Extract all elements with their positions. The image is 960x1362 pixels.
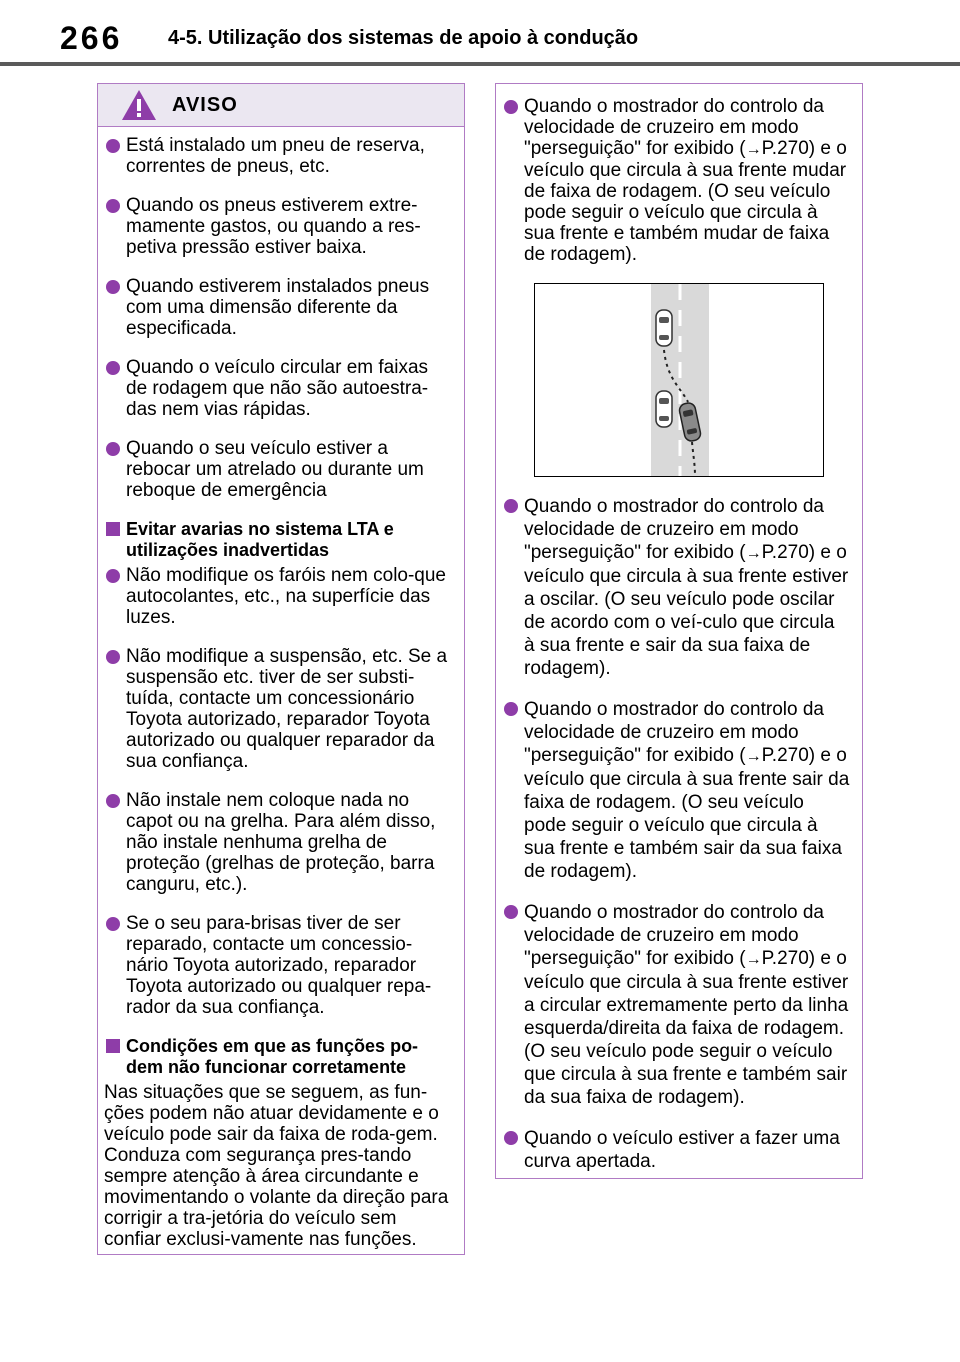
condition-bullet-leave-lane: [502, 698, 850, 883]
arrow-icon: →: [745, 748, 762, 765]
header-rule: [0, 62, 960, 66]
warning-bullet: Quando o seu veículo estiver a rebocar um atrelado ou durante um reboque de emergência: [104, 438, 452, 501]
subheading-conditions: Condições em que as funções po-dem não funcionar corretamente: [104, 1036, 452, 1078]
lead-vehicle-icon: [656, 310, 672, 346]
bullet-text: Quando o mostrador do controlo da velocidade de cruzeiro em modo "perseguição" for exibido (: [524, 496, 824, 563]
page-number: 266: [60, 20, 123, 56]
condition-bullet-oscillate: [502, 495, 850, 680]
road-diagram: [535, 284, 823, 476]
page-reference-link[interactable]: P.270: [761, 948, 809, 969]
section-title: 4-5. Utilização dos sistemas de apoio à condução: [168, 27, 639, 49]
bullet-text: ) e o veículo que circula à sua frente estiver a circular extremamente perto da linha esquerda/direita da faixa de rodagem. (O seu veículo pode seguir o veículo que circula à sua frente e também sair da sua faixa de rodagem).: [524, 948, 849, 1108]
continued-warning-box: [495, 83, 863, 1179]
bullet-text: ) e o veículo que circula à sua frente sair da faixa de rodagem. (O seu veículo pode seguir o veículo que circula à sua frente e também sair da sua faixa de rodagem).: [524, 745, 850, 882]
page-reference-link[interactable]: P.270: [761, 542, 809, 563]
warning-bullet: Se o seu para-brisas tiver de ser reparado, contacte um concessio-nário Toyota autorizado, reparador Toyota autorizado ou qualquer repa-rador da sua confiança.: [104, 913, 452, 1018]
warning-box: [97, 83, 465, 1255]
bullet-text: ) e o veículo que circula à sua frente estiver a oscilar. (O seu veículo pode oscilar de acordo com o veí-culo que circula à sua frente e sair da sua faixa de rodagem).: [524, 542, 849, 679]
warning-triangle-icon: [120, 88, 158, 122]
warning-bullet: Está instalado um pneu de reserva, correntes de pneus, etc.: [104, 135, 452, 177]
bullet-text: Quando o mostrador do controlo da velocidade de cruzeiro em modo "perseguição" for exibido (: [524, 96, 824, 159]
condition-bullet-sharp-curve: Quando o veículo estiver a fazer uma curva apertada.: [502, 1127, 850, 1173]
warning-bullet: Quando estiverem instalados pneus com uma dimensão diferente da especificada.: [104, 276, 452, 339]
arrow-icon: →: [745, 141, 762, 158]
adjacent-vehicle-icon: [656, 391, 672, 427]
arrow-icon: →: [745, 545, 762, 562]
lane-change-illustration: [534, 283, 824, 477]
warning-bullet: Não modifique os faróis nem colo-que autocolantes, etc., na superfície das luzes.: [104, 565, 452, 628]
conditions-paragraph: Nas situações que se seguem, as fun-ções podem não atuar devidamente e o veículo pode sair da faixa de roda-gem. Conduza com segurança pres-tando sempre atenção à área circundante e movimentando o volante da direção para corrigir a tra-jetória do veículo sem confiar exclusi-vamente nas funções.: [104, 1082, 449, 1250]
bullet-text: Quando o mostrador do controlo da velocidade de cruzeiro em modo "perseguição" for exibido (: [524, 699, 824, 766]
warning-bullet: Não modifique a suspensão, etc. Se a suspensão etc. tiver de ser substi-tuída, contacte um concessionário Toyota autorizado, reparador Toyota autorizado ou qualquer reparador da sua confiança.: [104, 646, 452, 772]
condition-bullet-lane-change: [502, 96, 850, 265]
warning-bullet: Quando os pneus estiverem extre-mamente gastos, ou quando a res-petiva pressão estiver baixa.: [104, 195, 452, 258]
bullet-text: Quando o mostrador do controlo da velocidade de cruzeiro em modo "perseguição" for exibido (: [524, 902, 824, 969]
page-reference-link[interactable]: P.270: [761, 138, 809, 159]
warning-header: [98, 84, 464, 127]
page-header: [0, 0, 960, 68]
arrow-icon: →: [745, 951, 762, 968]
condition-bullet-near-line: [502, 901, 850, 1109]
subheading-avoid-damage: Evitar avarias no sistema LTA e utilizações inadvertidas: [104, 519, 452, 561]
bullet-text: ) e o veículo que circula à sua frente mudar de faixa de rodagem. (O seu veículo pode seguir o veículo que circula à sua frente e também mudar de faixa de rodagem).: [524, 138, 847, 265]
page-reference-link[interactable]: P.270: [761, 745, 809, 766]
warning-title: AVISO: [172, 94, 238, 116]
warning-bullet: Quando o veículo circular em faixas de rodagem que não são autoestra-das nem vias rápidas.: [104, 357, 452, 420]
warning-bullet: Não instale nem coloque nada no capot ou na grelha. Para além disso, não instale nenhuma grelha de proteção (grelhas de proteção, barra canguru, etc.).: [104, 790, 452, 895]
